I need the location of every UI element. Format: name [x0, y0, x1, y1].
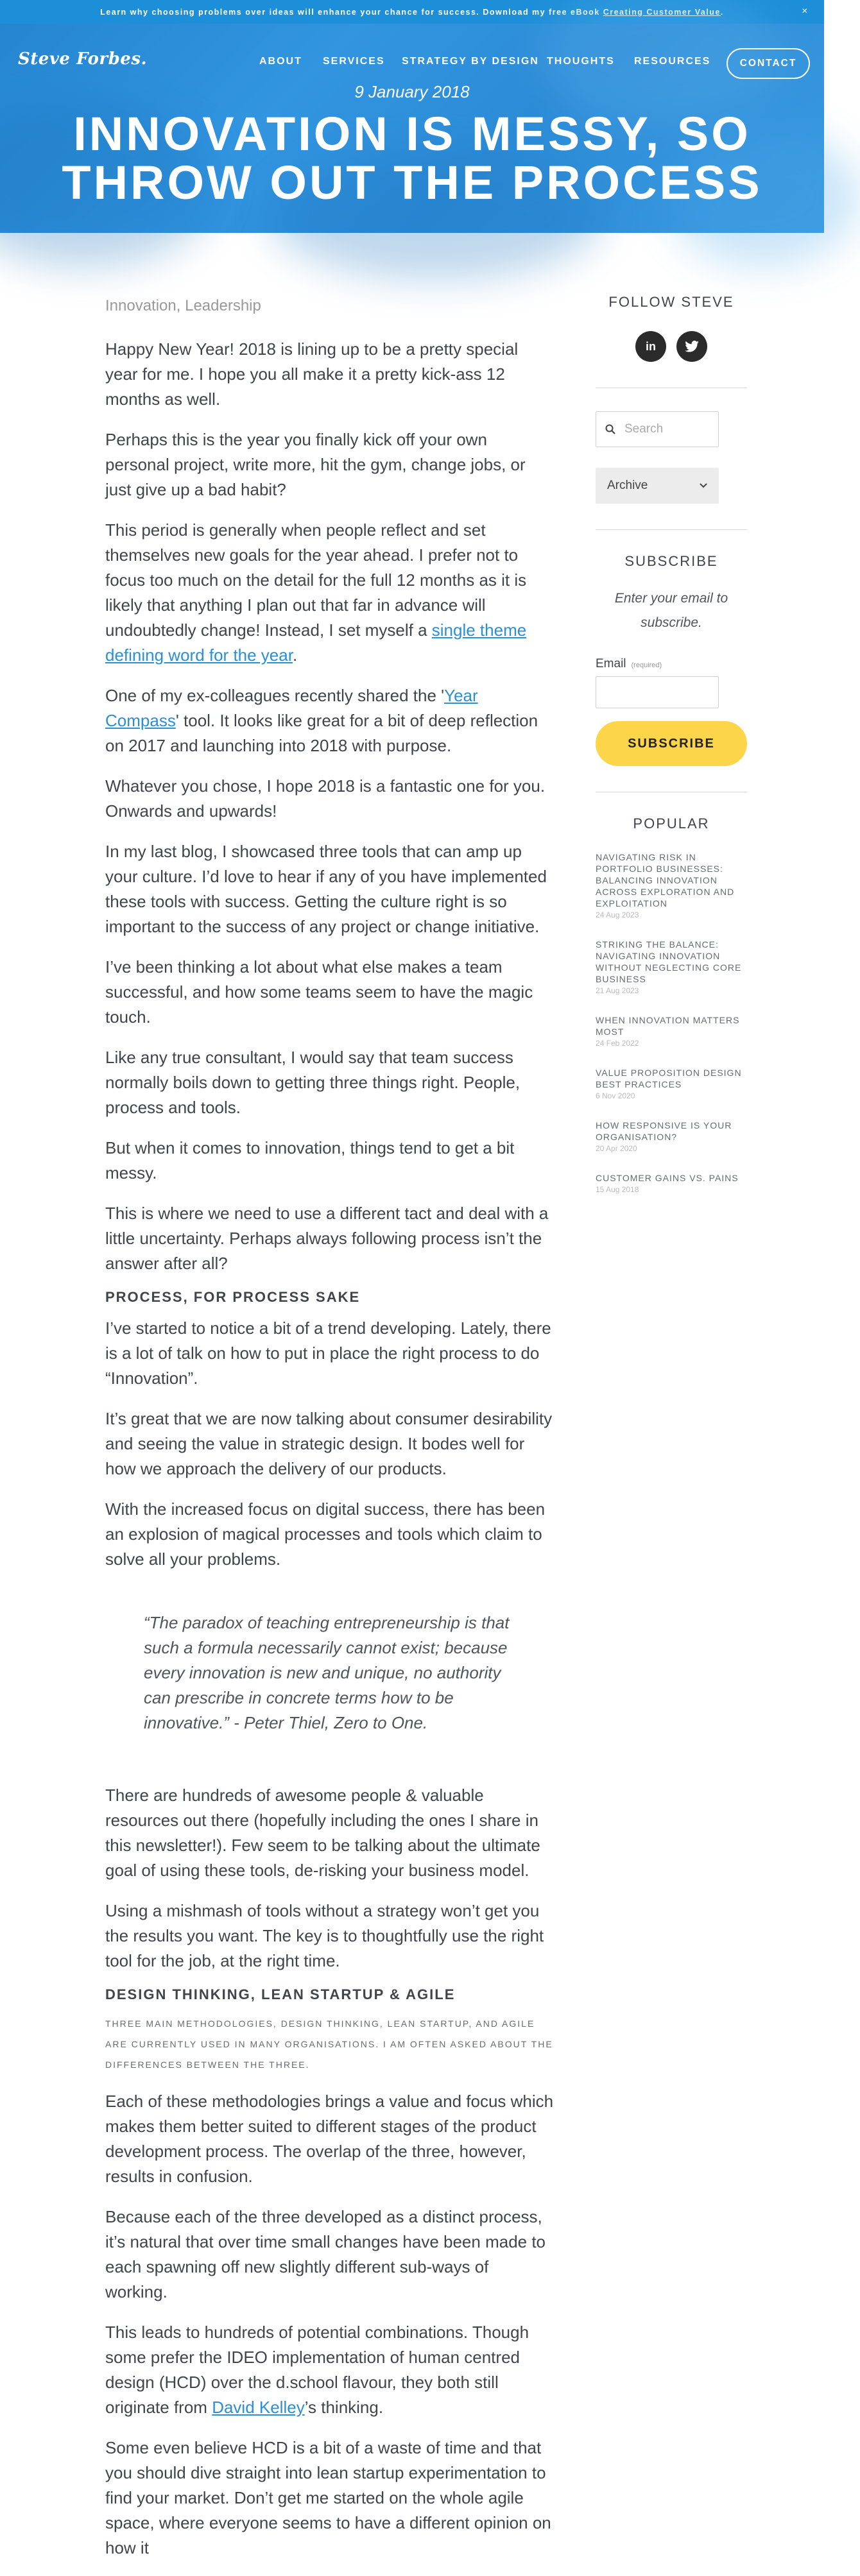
popular-title[interactable]: WHEN INNOVATION MATTERS MOST: [596, 1015, 740, 1037]
theme-word-link[interactable]: single theme defining word for the year: [105, 620, 527, 665]
popular-date: 24 Feb 2022: [596, 1039, 639, 1048]
divider: [596, 529, 747, 530]
intro-caps-text: THREE MAIN METHODOLOGIES, DESIGN THINKING, LEAN STARTUP, AND AGILE ARE CURRENTLY USED IN MANY ORGANISATIONS. I AM OFTEN ASKED ABOUT THE DIFFERENCES BETWEEN THE THREE.: [105, 2018, 553, 2070]
paragraph: In my last blog, I showcased three tools that can amp up your culture. I’d love to hear if any of you have implemented these tools with success. Getting the culture right is so important to the success of any project or change initiative.: [105, 842, 547, 936]
post-title: [0, 107, 824, 209]
popular-item[interactable]: [596, 939, 747, 995]
paragraph: Some even believe HCD is a bit of a waste of time and that you should dive straight into lean startup experimentation to find your market. Don’t get me started on the whole agile space, where everyone seems to have a different opinion on how it: [105, 2438, 551, 2557]
nav-about[interactable]: ABOUT: [259, 56, 302, 67]
paragraph: [105, 2320, 555, 2420]
archive-select[interactable]: [596, 468, 719, 504]
subscribe-button[interactable]: SUBSCRIBE: [596, 721, 747, 766]
paragraph: But when it comes to innovation, things tend to get a bit messy.: [105, 1138, 515, 1182]
popular-date: 15 Aug 2018: [596, 1185, 639, 1194]
ebook-link[interactable]: Creating Customer Value: [603, 7, 721, 17]
close-icon[interactable]: ×: [802, 6, 809, 17]
nav-resources[interactable]: RESOURCES: [634, 56, 711, 67]
paragraph-text: ' tool. It looks like great for a bit of deep reflection on 2017 and launching into 2018 with purpose.: [105, 711, 538, 755]
paragraph: Using a mishmash of tools without a strategy won’t get you the results you want. The key is to thoughtfully use the right tool for the job, at the right time.: [105, 1901, 544, 1970]
twitter-bird-glyph: [685, 341, 699, 352]
paragraph-text: .: [292, 645, 298, 665]
popular-item[interactable]: [596, 1067, 747, 1100]
paragraph: Because each of the three developed as a distinct process, it’s natural that over time small changes have been made to each spawning off new slightly different sub-ways of working.: [105, 2207, 546, 2301]
follow-heading: FOLLOW STEVE: [608, 294, 734, 310]
paragraph: This is where we need to use a different tact and deal with a little uncertainty. Perhaps always following process isn’t the answer after all?: [105, 1204, 549, 1273]
article-body: [105, 297, 555, 2576]
search-input[interactable]: [596, 411, 719, 447]
nav-strategy-by-design[interactable]: STRATEGY BY DESIGN: [402, 56, 539, 67]
pull-quote: “The paradox of teaching entrepreneurship is that such a formula necessarily cannot exist; because every innovation is new and unique, no authority can prescribe in concrete terms how to be innovative.” - Peter Thiel, Zero to One.: [144, 1613, 510, 1732]
social-links: [596, 331, 747, 362]
section-heading: PROCESS, FOR PROCESS SAKE: [105, 1289, 361, 1305]
site-logo[interactable]: Steve Forbes.: [18, 49, 148, 69]
search-placeholder: Search: [624, 422, 664, 436]
paragraph: There are hundreds of awesome people & valuable resources out there (hopefully including the ones I share in this newsletter!). Few seem to be talking about the ultimate goal of using these tools, de-risking your business model.: [105, 1786, 540, 1880]
announcement-text: Learn why choosing problems over ideas will enhance your chance for success. Download my free eBook: [100, 7, 600, 17]
post-title-line: THROW OUT THE PROCESS: [62, 156, 762, 209]
popular-item[interactable]: [596, 851, 747, 919]
popular-title[interactable]: NAVIGATING RISK IN PORTFOLIO BUSINESSES: BALANCING INNOVATION ACROSS EXPLORATION AND EXPLOITATION: [596, 852, 735, 908]
email-label-text: Email: [596, 657, 626, 670]
subscribe-heading: SUBSCRIBE: [624, 553, 718, 569]
paragraph: With the increased focus on digital success, there has been an explosion of magical processes and tools which claim to solve all your problems.: [105, 1499, 546, 1569]
paragraph: I’ve started to notice a bit of a trend developing. Lately, there is a lot of talk on how to put in place the right process to do “Innovation”.: [105, 1318, 551, 1388]
post-categories[interactable]: Innovation, Leadership: [105, 297, 261, 314]
popular-title[interactable]: CUSTOMER GAINS VS. PAINS: [596, 1173, 739, 1183]
sidebar: [596, 294, 747, 1213]
popular-title[interactable]: VALUE PROPOSITION DESIGN BEST PRACTICES: [596, 1068, 742, 1089]
david-kelley-link[interactable]: David Kelley: [212, 2398, 305, 2417]
hero-banner: [0, 24, 824, 233]
announcement-tail: .: [720, 7, 724, 17]
popular-item[interactable]: [596, 1014, 747, 1048]
post-title-line: INNOVATION IS MESSY, SO: [73, 107, 751, 160]
popular-date: 21 Aug 2023: [596, 986, 639, 995]
popular-date: 24 Aug 2023: [596, 910, 639, 919]
search-icon: [605, 424, 615, 434]
email-field[interactable]: [596, 676, 719, 708]
paragraph: Like any true consultant, I would say that team success normally boils down to getting three things right. People, process and tools.: [105, 1048, 520, 1117]
chevron-down-icon: [700, 483, 707, 488]
paragraph: [105, 518, 555, 668]
popular-list: [596, 851, 747, 1194]
subscribe-text: Enter your email to subscribe.: [614, 591, 728, 630]
paragraph-text: One of my ex-colleagues recently shared the ': [105, 686, 445, 705]
paragraph-text: ’s thinking.: [304, 2398, 384, 2417]
popular-date: 6 Nov 2020: [596, 1091, 635, 1100]
paragraph: [105, 683, 555, 758]
section-heading: DESIGN THINKING, LEAN STARTUP & AGILE: [105, 1986, 456, 2002]
nav-thoughts[interactable]: THOUGHTS: [547, 56, 615, 67]
linkedin-icon[interactable]: in: [635, 331, 666, 362]
required-marker: (required): [631, 661, 662, 669]
archive-select-value: Archive: [607, 479, 648, 492]
twitter-icon[interactable]: [676, 331, 707, 362]
paragraph: It’s great that we are now talking about consumer desirability and seeing the value in strategic design. It bodes well for how we approach the delivery of our products.: [105, 1409, 553, 1478]
year-compass-link[interactable]: Year Compass: [105, 686, 478, 730]
popular-item[interactable]: [596, 1120, 747, 1153]
paragraph: Happy New Year! 2018 is lining up to be a pretty special year for me. I hope you all make it a pretty kick-ass 12 months as well.: [105, 339, 519, 409]
popular-date: 20 Apr 2020: [596, 1144, 637, 1153]
popular-title[interactable]: HOW RESPONSIVE IS YOUR ORGANISATION?: [596, 1120, 732, 1142]
paragraph-text: This period is generally when people reflect and set themselves new goals for the year ahead. I prefer not to focus too much on the detail for the full 12 months as it is likely that anything I plan out that far in advance will undoubtedly change! Instead, I set myself a: [105, 520, 527, 640]
popular-item[interactable]: [596, 1172, 747, 1194]
post-date: 9 January 2018: [354, 82, 470, 101]
paragraph: I’ve been thinking a lot about what else makes a team successful, and how some teams seem to have the magic touch.: [105, 957, 533, 1027]
popular-heading: POPULAR: [633, 815, 710, 832]
paragraph: Each of these methodologies brings a value and focus which makes them better suited to different stages of the product development process. The overlap of the three, however, results in confusion.: [105, 2092, 554, 2186]
paragraph-text: This leads to hundreds of potential combinations. Though some prefer the IDEO implementation of human centred design (HCD) over the d.school flavour, they both still originate from: [105, 2323, 529, 2417]
paragraph: Perhaps this is the year you finally kick off your own personal project, write more, hit the gym, change jobs, or just give up a bad habit?: [105, 430, 526, 499]
popular-title[interactable]: STRIKING THE BALANCE: NAVIGATING INNOVATION WITHOUT NEGLECTING CORE BUSINESS: [596, 939, 742, 984]
paragraph: Whatever you chose, I hope 2018 is a fantastic one for you. Onwards and upwards!: [105, 776, 546, 821]
email-label: [596, 657, 747, 671]
contact-button[interactable]: CONTACT: [727, 48, 810, 79]
nav-services[interactable]: SERVICES: [323, 56, 385, 67]
